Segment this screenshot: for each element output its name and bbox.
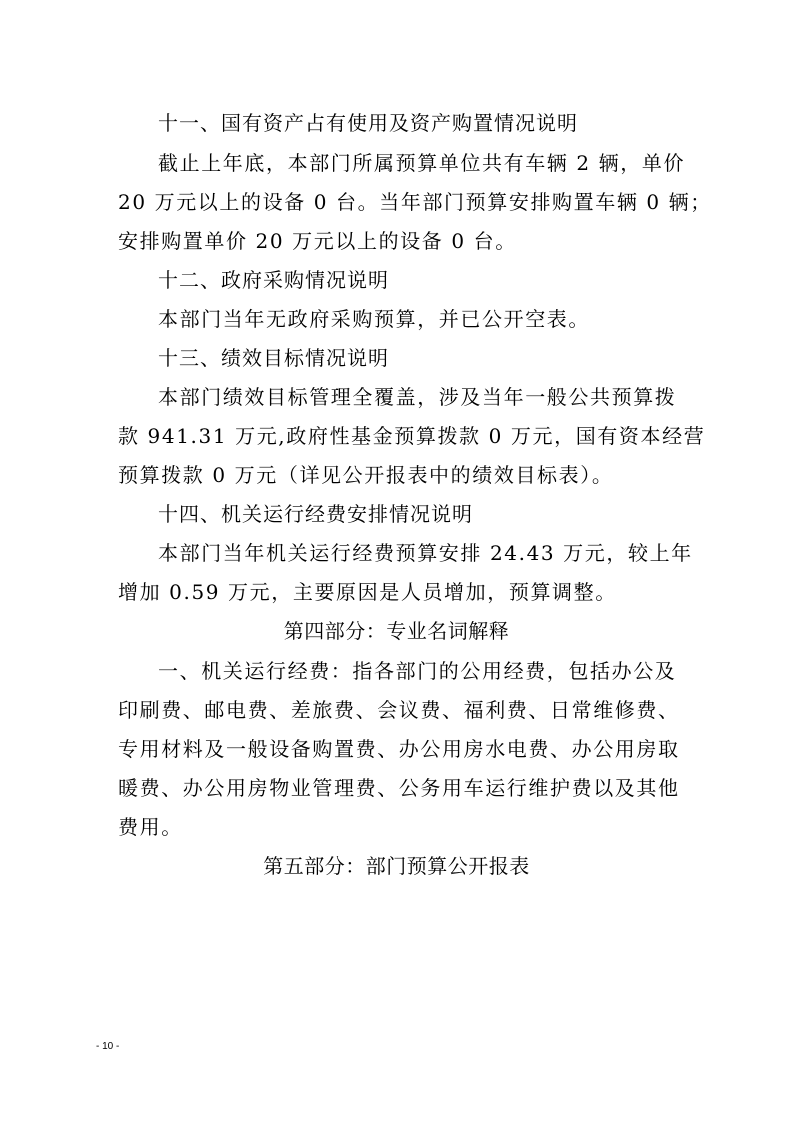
part-title-report-tables: 第五部分：部门预算公开报表 — [263, 854, 530, 878]
paragraph-line: 本部门当年机关运行经费预算安排 24.43 万元，较上年 — [158, 541, 693, 565]
page-number: - 10 - — [96, 1041, 120, 1052]
section-heading-assets: 十一、国有资产占有使用及资产购置情况说明 — [158, 111, 578, 135]
paragraph-line: 截止上年底，本部门所属预算单位共有车辆 2 辆，单价 — [158, 151, 686, 175]
paragraph-line: 费用。 — [118, 815, 183, 839]
paragraph-line: 专用材料及一般设备购置费、办公用房水电费、办公用房取 — [118, 737, 680, 761]
section-heading-procurement: 十二、政府采购情况说明 — [158, 268, 389, 292]
paragraph-line: 款 941.31 万元,政府性基金预算拨款 0 万元，国有资本经营 — [118, 424, 706, 448]
paragraph-line: 一、机关运行经费：指各部门的公用经费，包括办公及 — [158, 659, 677, 683]
paragraph-line: 安排购置单价 20 万元以上的设备 0 台。 — [118, 229, 517, 253]
section-heading-performance: 十三、绩效目标情况说明 — [158, 346, 389, 370]
part-title-glossary: 第四部分：专业名词解释 — [283, 619, 510, 643]
paragraph-line: 增加 0.59 万元，主要原因是人员增加，预算调整。 — [118, 580, 617, 604]
paragraph-line: 预算拨款 0 万元（详见公开报表中的绩效目标表）。 — [118, 463, 614, 487]
paragraph-line: 本部门当年无政府采购预算，并已公开空表。 — [158, 307, 590, 331]
paragraph-line: 本部门绩效目标管理全覆盖，涉及当年一般公共预算拨 — [158, 385, 677, 409]
paragraph-line: 印刷费、邮电费、差旅费、会议费、福利费、日常维修费、 — [118, 698, 680, 722]
paragraph-line: 20 万元以上的设备 0 台。当年部门预算安排购置车辆 0 辆； — [118, 190, 712, 214]
section-heading-operating-costs: 十四、机关运行经费安排情况说明 — [158, 502, 473, 526]
paragraph-line: 暖费、办公用房物业管理费、公务用车运行维护费以及其他 — [118, 776, 680, 800]
